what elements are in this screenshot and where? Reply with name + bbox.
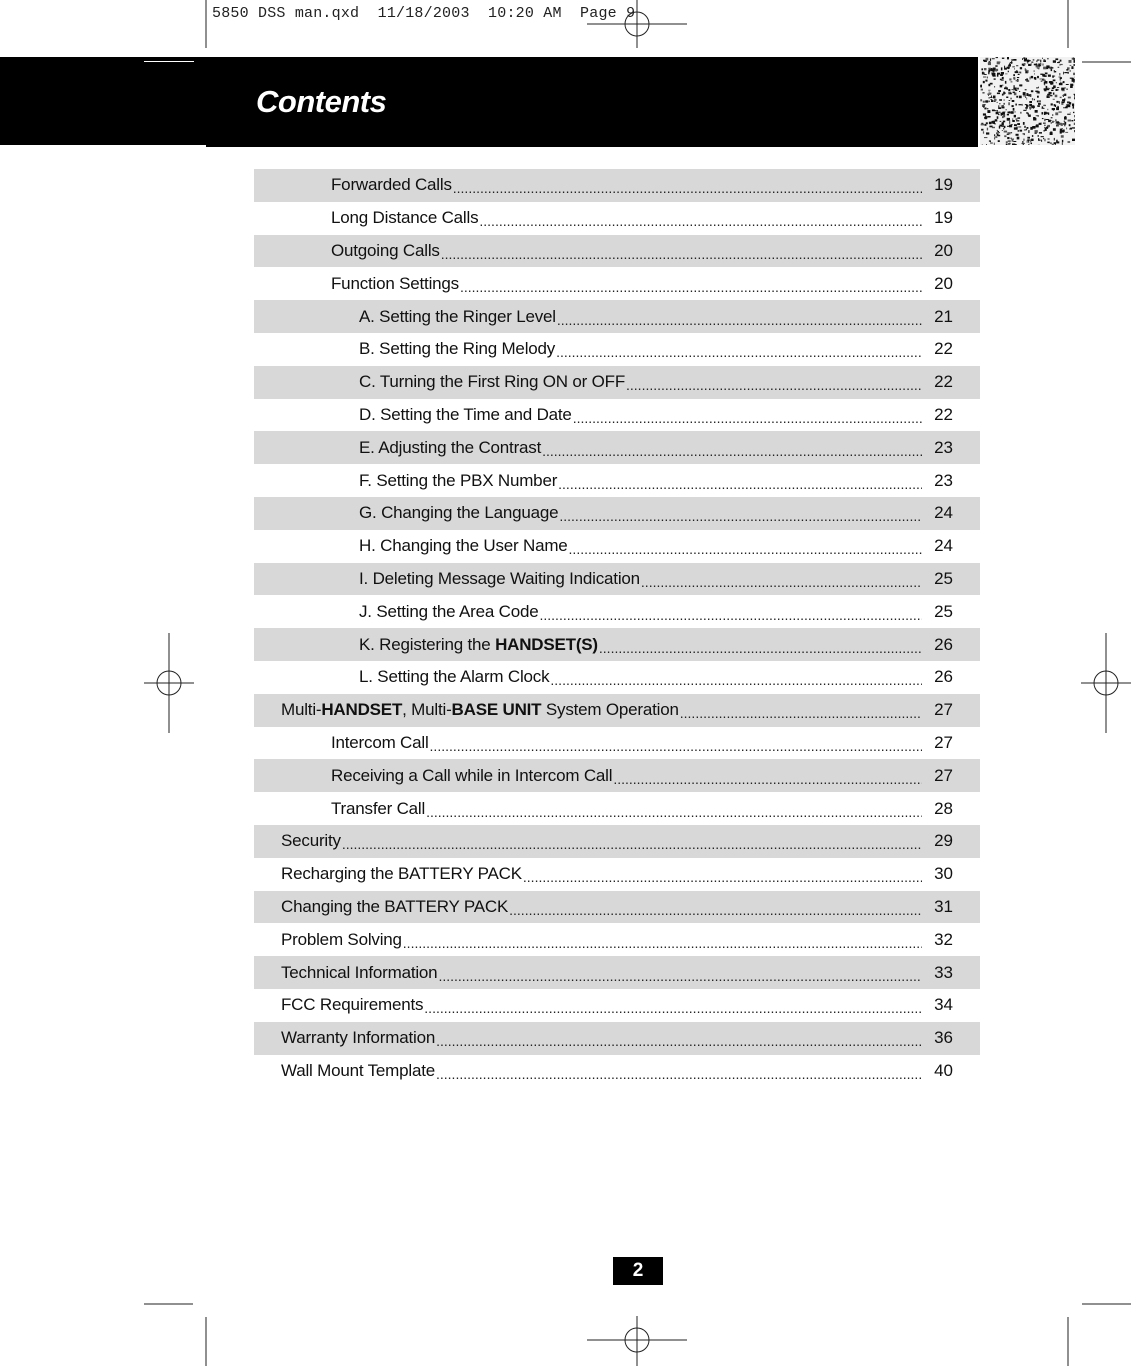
toc-entry-page: 31 xyxy=(934,896,953,916)
toc-entry-page: 19 xyxy=(934,175,953,195)
toc-entry xyxy=(254,366,980,399)
toc-entry-title: Intercom Call xyxy=(331,732,429,752)
toc-dot-leader xyxy=(613,771,922,787)
toc-entry xyxy=(254,202,980,235)
toc-entry-page: 27 xyxy=(934,732,953,752)
toc-entry-page: 20 xyxy=(934,240,953,260)
toc-entry-title-part: Multi- xyxy=(281,700,322,720)
toc-entry xyxy=(254,1022,980,1055)
page-title: Contents xyxy=(256,84,387,119)
toc-dot-leader xyxy=(556,344,922,360)
toc-entry-page: 32 xyxy=(934,929,953,949)
toc-entry xyxy=(254,169,980,202)
toc-entry-title: F. Setting the PBX Number xyxy=(359,470,558,490)
toc-dot-leader xyxy=(540,607,923,623)
toc-dot-leader xyxy=(436,1066,922,1082)
toc-dot-leader xyxy=(542,443,922,459)
toc-dot-leader xyxy=(558,476,922,492)
toc-entry-title-part: K. Registering the xyxy=(359,634,496,654)
toc-entry xyxy=(254,267,980,300)
toc-dot-leader xyxy=(626,377,922,393)
toc-entry xyxy=(254,333,980,366)
toc-dot-leader xyxy=(438,968,922,984)
toc-entry xyxy=(254,595,980,628)
header-bar xyxy=(0,57,978,145)
toc-entry-page: 23 xyxy=(934,470,953,490)
toc-entry xyxy=(254,235,980,268)
toc-entry-title: E. Adjusting the Contrast xyxy=(359,437,542,457)
toc-entry-page: 27 xyxy=(934,700,953,720)
toc-entry xyxy=(254,956,980,989)
toc-entry xyxy=(254,858,980,891)
toc-entry-title: FCC Requirements xyxy=(281,995,424,1015)
toc-entry xyxy=(254,628,980,661)
toc-entry-page: 21 xyxy=(934,306,953,326)
toc-entry-title: G. Changing the Language xyxy=(359,503,559,523)
toc-entry-page: 25 xyxy=(934,601,953,621)
toc-entry-page: 26 xyxy=(934,667,953,687)
toc-dot-leader xyxy=(680,705,922,721)
toc-entry-title: Recharging the BATTERY PACK xyxy=(281,864,522,884)
toc-entry-title: A. Setting the Ringer Level xyxy=(359,306,556,326)
toc-entry-title: J. Setting the Area Code xyxy=(359,601,539,621)
toc-entry-title: H. Changing the User Name xyxy=(359,536,568,556)
toc-entry-page: 29 xyxy=(934,831,953,851)
toc-entry-page: 19 xyxy=(934,208,953,228)
header-underline xyxy=(206,145,978,147)
toc-dot-leader xyxy=(342,836,922,852)
toc-entry xyxy=(254,727,980,760)
toc-entry xyxy=(254,759,980,792)
toc-dot-leader xyxy=(424,1000,922,1016)
toc-dot-leader xyxy=(441,246,922,262)
toc-entry-page: 34 xyxy=(934,995,953,1015)
toc-entry-page: 20 xyxy=(934,273,953,293)
toc-dot-leader xyxy=(403,935,922,951)
toc-entry xyxy=(254,300,980,333)
toc-entry-page: 23 xyxy=(934,437,953,457)
toc-dot-leader xyxy=(550,672,922,688)
toc-dot-leader xyxy=(569,541,922,557)
toc-dot-leader xyxy=(523,869,922,885)
toc-entry-title: Function Settings xyxy=(331,273,459,293)
toc-entry-page: 24 xyxy=(934,503,953,523)
toc-entry-title: Problem Solving xyxy=(281,929,402,949)
toc-entry-title: Forwarded Calls xyxy=(331,175,452,195)
toc-entry-title: C. Turning the First Ring ON or OFF xyxy=(359,372,626,392)
toc-dot-leader xyxy=(460,279,922,295)
toc-entry xyxy=(254,792,980,825)
toc-entry-title: Transfer Call xyxy=(331,798,426,818)
header-rule xyxy=(144,61,194,62)
toc-entry-title-bold: HANDSET xyxy=(321,700,403,720)
speckle-texture-graphic xyxy=(980,57,1075,145)
toc-entry-title: Technical Information xyxy=(281,962,438,982)
toc-entry-title: B. Setting the Ring Melody xyxy=(359,339,556,359)
toc-entry-title: Security xyxy=(281,831,341,851)
toc-entry xyxy=(254,530,980,563)
toc-entry-page: 40 xyxy=(934,1060,953,1080)
toc-entry-page: 33 xyxy=(934,962,953,982)
toc-entry-title-bold: BASE UNIT xyxy=(451,700,542,720)
toc-entry-page: 22 xyxy=(934,339,953,359)
toc-dot-leader xyxy=(509,902,922,918)
toc-entry xyxy=(254,825,980,858)
toc-entry-title xyxy=(359,635,598,655)
toc-dot-leader xyxy=(479,213,922,229)
toc-entry-title: Long Distance Calls xyxy=(331,208,479,228)
toc-dot-leader xyxy=(573,410,922,426)
toc-entry-title: Outgoing Calls xyxy=(331,240,440,260)
toc-entry-page: 22 xyxy=(934,372,953,392)
toc-dot-leader xyxy=(453,180,922,196)
toc-entry xyxy=(254,661,980,694)
table-of-contents xyxy=(254,169,980,1087)
toc-dot-leader xyxy=(641,574,922,590)
toc-entry-title-part: , Multi- xyxy=(402,700,452,720)
toc-dot-leader xyxy=(426,804,922,820)
toc-entry-page: 25 xyxy=(934,568,953,588)
toc-entry-title: I. Deleting Message Waiting Indication xyxy=(359,568,640,588)
toc-entry xyxy=(254,464,980,497)
toc-dot-leader xyxy=(599,640,922,656)
toc-entry xyxy=(254,497,980,530)
toc-dot-leader xyxy=(559,508,922,524)
toc-entry xyxy=(254,399,980,432)
print-slug-line: 5850 DSS man.qxd 11/18/2003 10:20 AM Page 9 xyxy=(212,5,636,22)
toc-entry-title: L. Setting the Alarm Clock xyxy=(359,667,550,687)
toc-entry-page: 30 xyxy=(934,864,953,884)
toc-entry-title-bold: HANDSET(S) xyxy=(495,634,598,654)
toc-entry xyxy=(254,989,980,1022)
toc-entry-page: 24 xyxy=(934,536,953,556)
toc-entry-title-part: System Operation xyxy=(541,700,679,720)
toc-dot-leader xyxy=(557,312,922,328)
toc-entry-page: 28 xyxy=(934,798,953,818)
toc-entry-title: Wall Mount Template xyxy=(281,1060,435,1080)
toc-entry-title: D. Setting the Time and Date xyxy=(359,404,572,424)
toc-entry-title: Warranty Information xyxy=(281,1028,436,1048)
toc-entry xyxy=(254,694,980,727)
page-number: 2 xyxy=(613,1257,663,1285)
toc-entry xyxy=(254,1055,980,1088)
toc-entry-page: 27 xyxy=(934,765,953,785)
toc-entry-page: 36 xyxy=(934,1028,953,1048)
toc-entry-title xyxy=(281,700,679,720)
toc-entry xyxy=(254,563,980,596)
toc-entry-title: Changing the BATTERY PACK xyxy=(281,896,509,916)
toc-entry-page: 26 xyxy=(934,634,953,654)
toc-dot-leader xyxy=(430,738,922,754)
toc-entry-page: 22 xyxy=(934,404,953,424)
toc-dot-leader xyxy=(436,1033,922,1049)
toc-entry xyxy=(254,923,980,956)
toc-entry xyxy=(254,891,980,924)
toc-entry xyxy=(254,431,980,464)
toc-entry-title: Receiving a Call while in Intercom Call xyxy=(331,765,613,785)
